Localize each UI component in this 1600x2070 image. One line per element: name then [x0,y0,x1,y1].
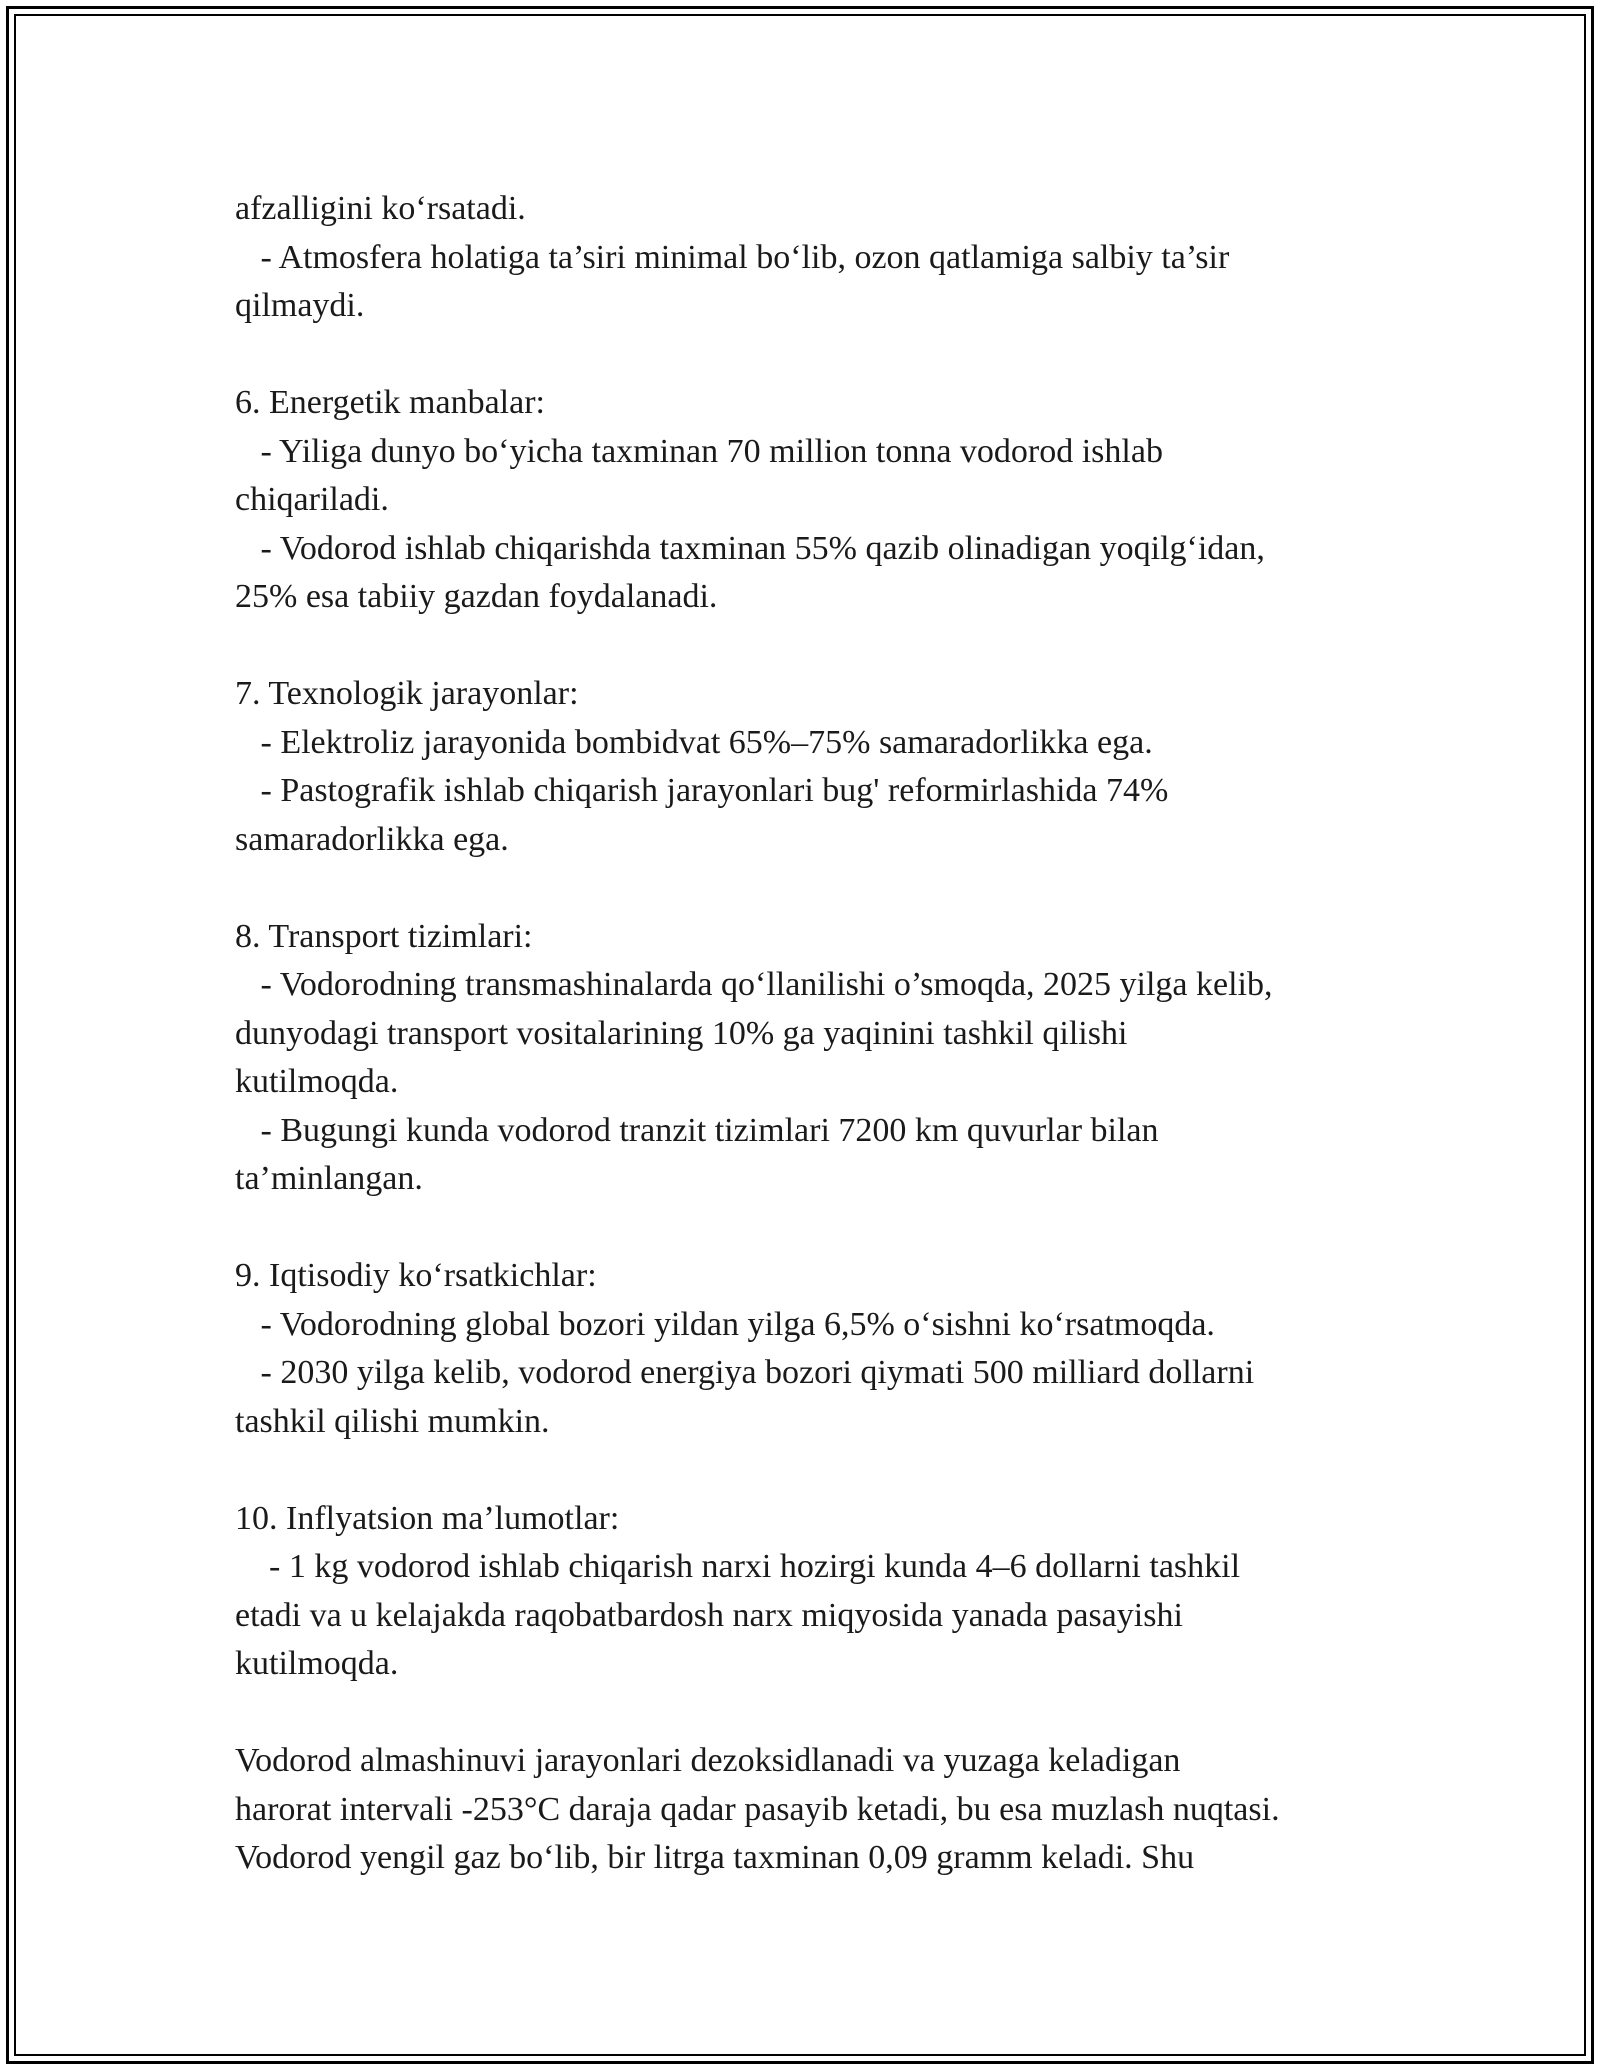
text-line: Vodorod almashinuvi jarayonlari dezoksidlanadi va yuzaga keladigan [235,1742,1181,1779]
section-heading: 6. Energetik manbalar: [235,384,545,421]
paragraph-gap [235,1689,1415,1738]
section-economic-indicators [235,1252,1415,1446]
text-line: harorat intervali -253°C daraja qadar pasayib ketadi, bu esa muzlash nuqtasi. [235,1790,1280,1828]
paragraph-gap [235,1204,1415,1253]
section-energy-sources [235,379,1415,622]
text-line: chiqariladi. [235,481,389,518]
text-line: - Vodorod ishlab chiqarishda taxminan 55% qazib olinadigan yoqilg‘idan, [235,529,1265,567]
text-line: - Pastografik ishlab chiqarish jarayonlari bug' reformirlashida 74% [235,772,1169,809]
text-line: - Atmosfera holatiga ta’siri minimal bo‘lib, ozon qatlamiga salbiy ta’sir [235,238,1230,276]
document-body [235,185,1415,1883]
section-inflation-data [235,1495,1415,1689]
section-heading: 9. Iqtisodiy ko‘rsatkichlar: [235,1257,597,1294]
paragraph-gap [235,331,1415,380]
text-line: - Vodorodning global bozori yildan yilga 6,5% o‘sishni ko‘rsatmoqda. [235,1305,1215,1343]
paragraph-gap [235,864,1415,913]
section-transport-systems [235,913,1415,1204]
text-line: - Bugungi kunda vodorod tranzit tizimlari 7200 km quvurlar bilan [235,1111,1159,1149]
text-line: 25% esa tabiiy gazdan foydalanadi. [235,578,718,615]
section-heading: 10. Inflyatsion ma’lumotlar: [235,1499,620,1537]
text-line: ta’minlangan. [235,1160,423,1197]
text-line: - 1 kg vodorod ishlab chiqarish narxi hozirgi kunda 4–6 dollarni tashkil [235,1548,1241,1585]
paragraph-gap [235,622,1415,671]
intro-paragraph [235,185,1415,331]
text-line: - Elektroliz jarayonida bombidvat 65%–75% samaradorlikka ega. [235,723,1153,761]
text-line: - 2030 yilga kelib, vodorod energiya bozori qiymati 500 milliard dollarni [235,1354,1255,1391]
text-line: qilmaydi. [235,287,365,324]
paragraph-gap [235,1446,1415,1495]
closing-paragraph [235,1737,1415,1883]
section-technological-processes [235,670,1415,864]
text-line: afzalligini ko‘rsatadi. [235,190,526,227]
text-line: kutilmoqda. [235,1063,399,1100]
text-line: samaradorlikka ega. [235,820,509,858]
text-line: etadi va u kelajakda raqobatbardosh narx miqyosida yanada pasayishi [235,1596,1183,1634]
section-heading: 7. Texnologik jarayonlar: [235,675,579,712]
text-line: - Vodorodning transmashinalarda qo‘llanilishi o’smoqda, 2025 yilga kelib, [235,966,1273,1003]
text-line: kutilmoqda. [235,1645,399,1682]
text-line: tashkil qilishi mumkin. [235,1402,550,1440]
text-line: Vodorod yengil gaz bo‘lib, bir litrga taxminan 0,09 gramm keladi. Shu [235,1839,1195,1876]
text-line: - Yiliga dunyo bo‘yicha taxminan 70 million tonna vodorod ishlab [235,432,1163,470]
section-heading: 8. Transport tizimlari: [235,917,533,955]
text-line: dunyodagi transport vositalarining 10% ga yaqinini tashkil qilishi [235,1014,1128,1052]
